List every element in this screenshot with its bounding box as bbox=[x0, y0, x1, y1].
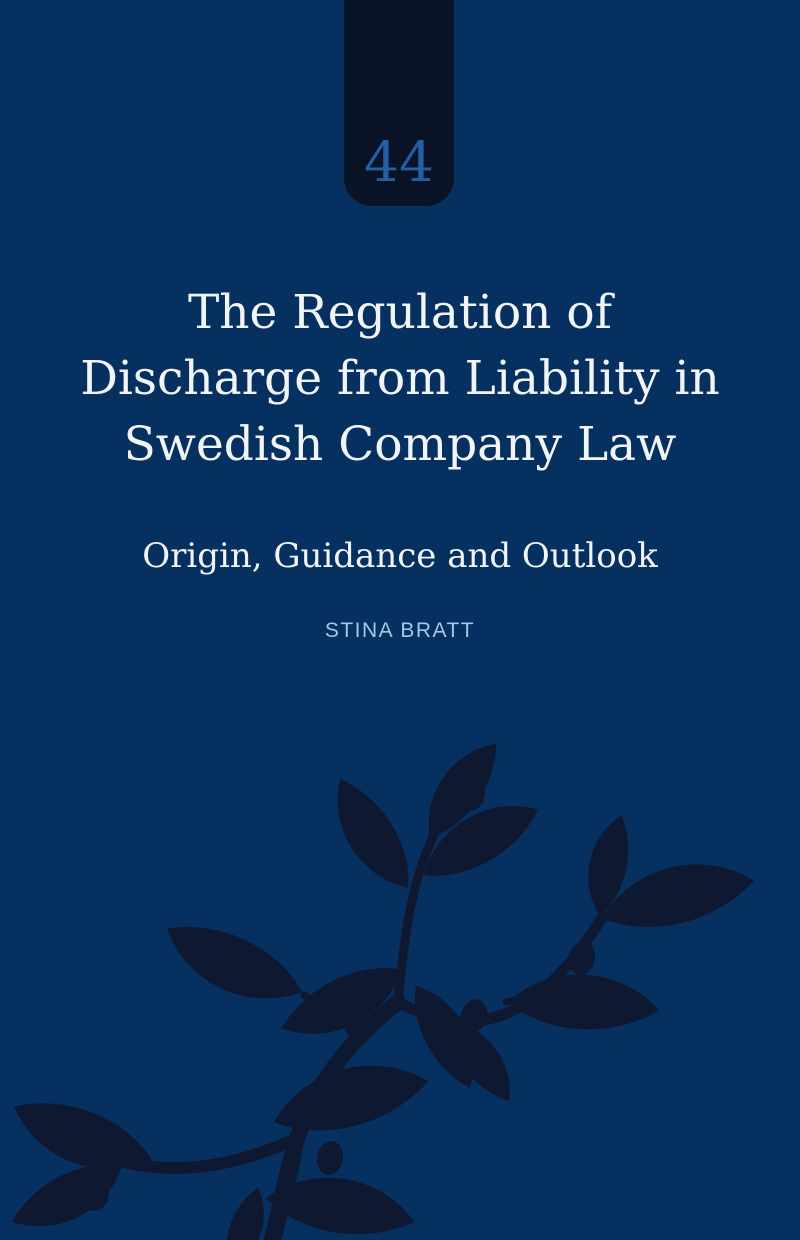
series-number: 44 bbox=[364, 130, 434, 194]
series-tab bbox=[344, 0, 454, 206]
author-name: STINA BRATT bbox=[324, 619, 476, 642]
title-line-3: Swedish Company Law bbox=[123, 417, 677, 472]
olive-branch-icon bbox=[0, 720, 800, 1240]
book-title bbox=[30, 280, 770, 478]
book-subtitle: Origin, Guidance and Outlook bbox=[142, 536, 658, 576]
title-line-2: Discharge from Liability in bbox=[80, 351, 720, 406]
title-line-1: The Regulation of bbox=[187, 285, 613, 340]
